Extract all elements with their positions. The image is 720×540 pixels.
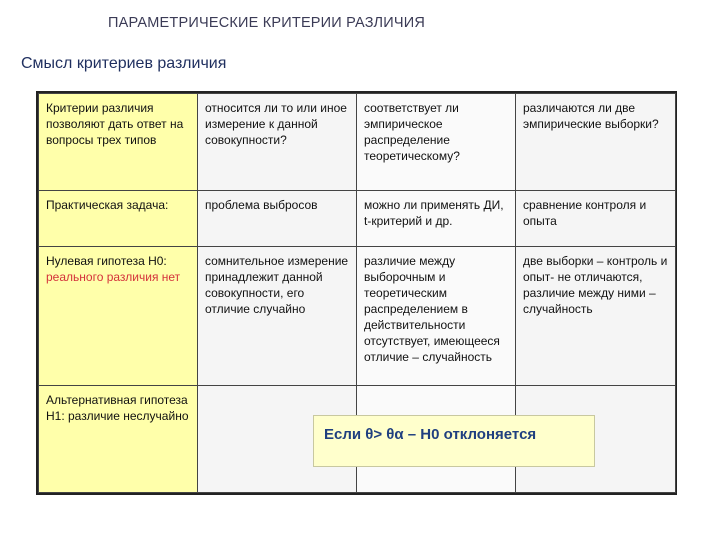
null-hypothesis-text: реального различия нет (46, 270, 181, 284)
table-row (39, 247, 676, 386)
table-cell: сравнение контроля и опыта (516, 191, 676, 247)
table-cell: различаются ли две эмпирические выборки? (516, 94, 676, 191)
page-subtitle: Смысл критериев различия (21, 55, 227, 72)
null-hypothesis-label: Нулевая гипотеза H0: (46, 254, 167, 268)
table-row (39, 191, 676, 247)
table-cell: можно ли применять ДИ, t-критерий и др. (357, 191, 516, 247)
table-cell: сомнительное измерение принадлежит данной совокупности, его отличие случайно (198, 247, 357, 386)
page-title: ПАРАМЕТРИЧЕСКИЕ КРИТЕРИИ РАЗЛИЧИЯ (108, 15, 426, 31)
table-cell: Альтернативная гипотеза H1: различие неслучайно (39, 386, 198, 493)
table-cell: Практическая задача: (39, 191, 198, 247)
table-row (39, 94, 676, 191)
table-cell: относится ли то или иное измерение к данной совокупности? (198, 94, 357, 191)
table-cell (39, 247, 198, 386)
table-cell: различие между выборочным и теоретическим распределением в действительности отсутствует, имеющееся отличие – случайность (357, 247, 516, 386)
decision-rule-box: Если θ> θα – H0 отклоняется (313, 415, 595, 467)
table-cell: Критерии различия позволяют дать ответ на вопросы трех типов (39, 94, 198, 191)
table-cell: две выборки – контроль и опыт- не отличаются, различие между ними – случайность (516, 247, 676, 386)
table-cell: соответствует ли эмпирическое распределение теоретическому? (357, 94, 516, 191)
table-cell: проблема выбросов (198, 191, 357, 247)
